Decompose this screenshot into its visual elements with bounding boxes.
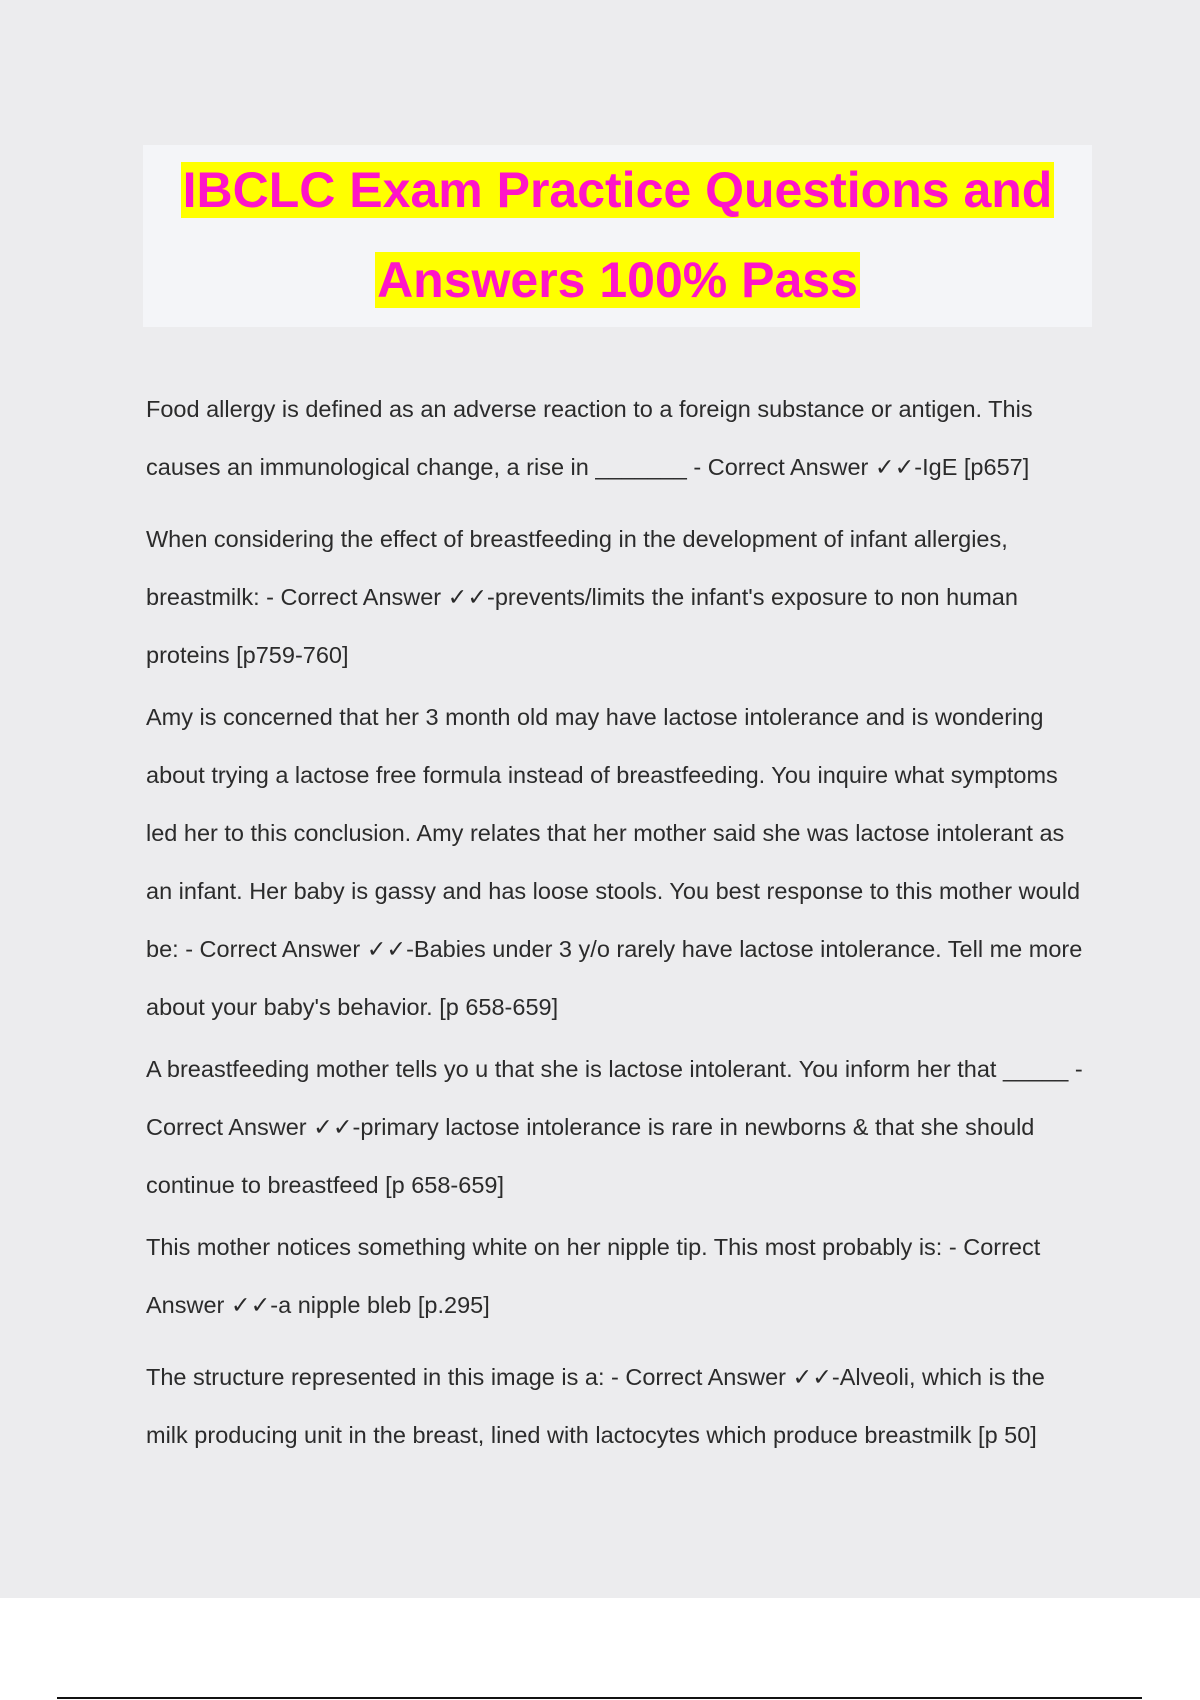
qa-item-4: A breastfeeding mother tells yo u that she is lactose intolerant. You inform her that _____ - Correct Answer ✓✓-primary lactose intolerance is rare in newborns & that she should continue to breastfeed [p 658-659] [146,1056,1083,1198]
qa-item-1: Food allergy is defined as an adverse reaction to a foreign substance or antigen. This causes an immunological change, a rise in _______ - Correct Answer ✓✓-IgE [p657] [146,396,1033,480]
qa-item-3: Amy is concerned that her 3 month old may have lactose intolerance and is wondering about trying a lactose free formula instead of breastfeeding. You inquire what symptoms led her to this conclusion. Amy relates that her mother said she was lactose intolerant as an infant. Her baby is gassy and has loose stools. You best response to this mother would be: - Correct Answer ✓✓-Babies under 3 y/o rarely have lactose intolerance. Tell me more about your baby's behavior. [p 658-659] [146,704,1083,1020]
qa-item-6: The structure represented in this image is a: - Correct Answer ✓✓-Alveoli, which is the milk producing unit in the breast, lined with lactocytes which produce breastmilk [p 50] [146,1364,1045,1448]
qa-list [146,380,1092,1464]
footer-divider [57,1697,1142,1699]
title-line-1: IBCLC Exam Practice Questions and [182,162,1053,218]
title-banner [143,145,1092,327]
qa-item-2: When considering the effect of breastfeeding in the development of infant allergies, breastmilk: - Correct Answer ✓✓-prevents/limits the infant's exposure to non human proteins [p759-760] [146,526,1018,668]
qa-item-5: This mother notices something white on her nipple tip. This most probably is: - Correct Answer ✓✓-a nipple bleb [p.295] [146,1234,1041,1318]
title-line-2: Answers 100% Pass [377,252,858,308]
